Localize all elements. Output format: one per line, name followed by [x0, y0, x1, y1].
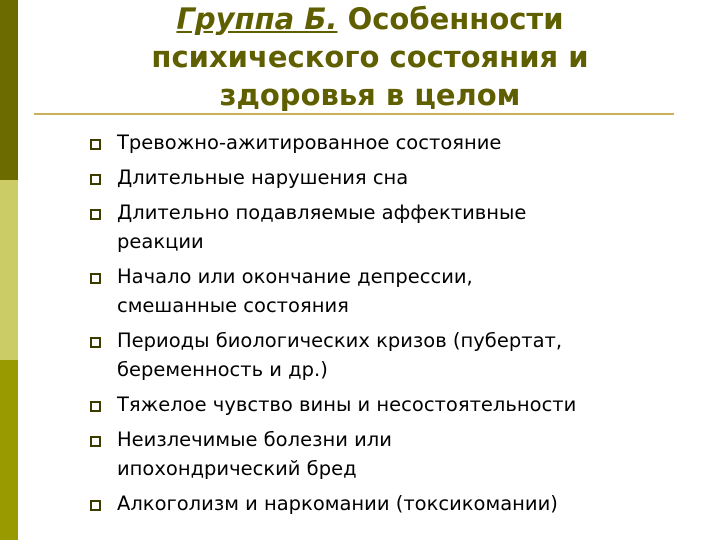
bullet-list — [88, 128, 688, 524]
slide-title — [40, 0, 700, 112]
bullet-item — [88, 262, 688, 320]
bullet-item — [88, 128, 688, 157]
bullet-item — [88, 326, 688, 384]
hollow-square-icon — [90, 337, 101, 348]
bullet-text: Длительно подавляемые аффективные — [117, 201, 527, 224]
bullet-text: Неизлечимые болезни или — [117, 428, 392, 451]
bullet-item — [88, 425, 688, 483]
hollow-square-icon — [90, 500, 101, 511]
title-line-1 — [40, 0, 700, 38]
bullet-item — [88, 390, 688, 419]
title-line-3: здоровья в целом — [219, 78, 521, 112]
side-stripe-bottom — [0, 360, 18, 540]
bullet-item — [88, 163, 688, 192]
title-line-1-rest: Особенности — [347, 2, 564, 36]
bullet-text: Тревожно-ажитированное состояние — [117, 131, 502, 154]
hollow-square-icon — [90, 436, 101, 447]
side-stripe-top — [0, 0, 18, 180]
bullet-text-continued: реакции — [117, 230, 204, 253]
bullet-text-continued: ипохондрический бред — [117, 457, 357, 480]
hollow-square-icon — [90, 273, 101, 284]
hollow-square-icon — [90, 401, 101, 412]
side-stripe-middle — [0, 180, 18, 360]
hollow-square-icon — [90, 209, 101, 220]
bullet-item — [88, 489, 688, 518]
bullet-text: Начало или окончание депрессии, — [117, 265, 473, 288]
title-line-2: психического состояния и — [151, 40, 589, 74]
title-divider — [34, 113, 674, 115]
title-group-label: Группа Б. — [176, 2, 338, 36]
bullet-item — [88, 198, 688, 256]
bullet-text: Периоды биологических кризов (пубертат, — [117, 329, 563, 352]
bullet-text-continued: смешанные состояния — [117, 294, 349, 317]
bullet-text-continued: беременность и др.) — [117, 358, 328, 381]
bullet-text: Алкоголизм и наркомании (токсикомании) — [117, 492, 558, 515]
hollow-square-icon — [90, 174, 101, 185]
bullet-text: Длительные нарушения сна — [117, 166, 409, 189]
bullet-text: Тяжелое чувство вины и несостоятельности — [117, 393, 577, 416]
hollow-square-icon — [90, 139, 101, 150]
